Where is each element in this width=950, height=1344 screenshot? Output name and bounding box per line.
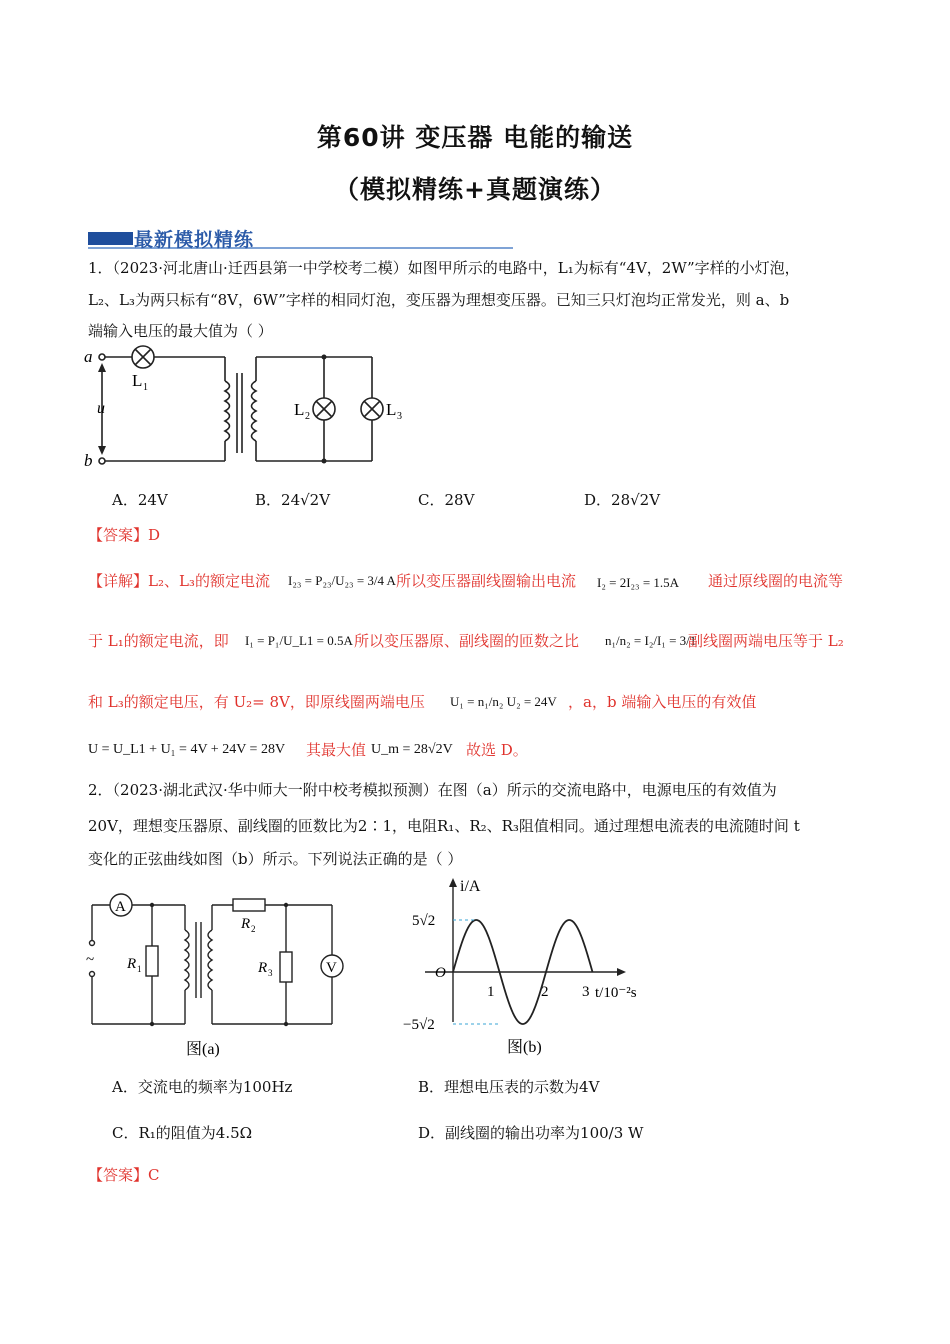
q1-detail-4a: 其最大值 — [306, 741, 367, 759]
q1-eq-i1: I₁ = P₁/U_L1 = 0.5A — [245, 633, 353, 648]
q1-detail-3b: ，a，b 端输入电压的有效值 — [568, 693, 757, 711]
q1-eq-um: U_m = 28√2V — [371, 742, 453, 757]
q2-answer: 【答案】C — [88, 1166, 160, 1184]
q1-eq-i23: I₂₃ = P₂₃/U₂₃ = 3/4 A — [288, 573, 396, 588]
q1-eq-u1: U₁ = n₁/n₂ U₂ = 24V — [450, 694, 557, 709]
resistor-r3-subscript: 3 — [268, 968, 273, 978]
graph-x-axis-label: t/10⁻²s — [595, 985, 637, 1001]
terminal-b-label: b — [84, 451, 93, 470]
page-title: 第60讲 变压器 电能的输送 — [316, 123, 634, 152]
page-subtitle: （模拟精练+真题演练） — [334, 175, 616, 204]
q1-eq-u-total: U = U_L1 + U₁ = 4V + 24V = 28V — [88, 742, 286, 757]
q1-detail-1a: 【详解】L₂、L₃的额定电流 — [88, 572, 270, 590]
q1-detail-3a: 和 L₃的额定电压，有 U₂= 8V，即原线圈两端电压 — [88, 693, 425, 711]
q2-option-d[interactable]: D．副线圈的输出功率为100/3 W — [418, 1124, 644, 1142]
section-banner-bar — [88, 232, 133, 245]
graph-tick-1: 1 — [487, 984, 495, 1000]
q1-option-b[interactable]: B．24√2V — [255, 491, 331, 509]
graph-y-min-label: −5√2 — [403, 1017, 435, 1033]
graph-y-max-label: 5√2 — [412, 913, 436, 929]
q1-option-c[interactable]: C．28V — [418, 491, 475, 509]
q1-stem-line3: 端输入电压的最大值为（ ） — [88, 322, 273, 340]
graph-y-axis-label: i/A — [460, 878, 481, 895]
resistor-r1-label: R — [127, 956, 137, 972]
lamp-l3-subscript: 3 — [397, 411, 402, 422]
voltage-u-label: u — [97, 400, 105, 417]
q1-detail-1c: 通过原线圈的电流等 — [708, 572, 844, 590]
lamp-l1-subscript: 1 — [143, 382, 148, 393]
graph-tick-2: 2 — [541, 984, 549, 1000]
graph-tick-3: 3 — [582, 984, 590, 1000]
ac-source-symbol: ~ — [86, 952, 95, 968]
lamp-l2-label: L — [294, 400, 305, 419]
q1-detail-2b: 所以变压器原、副线圈的匝数之比 — [354, 632, 580, 650]
resistor-r3-label: R — [258, 960, 268, 976]
q2-option-a[interactable]: A．交流电的频率为100Hz — [112, 1078, 293, 1096]
q2-stem-line3: 变化的正弦曲线如图（b）所示。下列说法正确的是（ ） — [88, 850, 463, 868]
q2-stem-line2: 20V，理想变压器原、副线圈的匝数比为2∶1，电阻R₁、R₂、R₃阻值相同。通过理想电流表的电流随时间 t — [88, 817, 800, 835]
lamp-l2-subscript: 2 — [305, 411, 310, 422]
q1-detail-2c: 副线圈两端电压等于 L₂ — [688, 632, 844, 650]
resistor-r2-subscript: 2 — [251, 924, 256, 934]
graph-origin-label: O — [435, 965, 446, 981]
q1-answer: 【答案】D — [88, 526, 161, 544]
q1-eq-ratio: n₁/n₂ = I₂/I₁ = 3/1 — [605, 633, 697, 648]
q1-circuit-diagram — [80, 345, 420, 470]
figure-b-caption: 图(b) — [507, 1039, 542, 1056]
q2-stem-line1: 2．（2023·湖北武汉·华中师大一附中校考模拟预测）在图（a）所示的交流电路中，电源电压的有效值为 — [88, 781, 777, 799]
terminal-a-label: a — [84, 347, 93, 366]
q1-stem-line1: 1．（2023·河北唐山·迁西县第一中学校考二模）如图甲所示的电路中，L₁为标有“4V，2W”字样的小灯泡， — [88, 259, 800, 277]
q1-detail-4b: 故选 D。 — [466, 741, 528, 759]
figure-a-caption: 图(a) — [186, 1041, 220, 1058]
voltmeter-label: V — [326, 960, 337, 976]
lamp-l1-label: L — [132, 371, 143, 390]
q1-stem-line2: L₂、L₃为两只标有“8V，6W”字样的相同灯泡，变压器为理想变压器。已知三只灯泡均正常发光，则 a、b — [88, 291, 790, 309]
q1-detail-1b: 所以变压器副线圈输出电流 — [396, 572, 577, 590]
lamp-l3-label: L — [386, 400, 397, 419]
q2-option-b[interactable]: B．理想电压表的示数为4V — [418, 1078, 600, 1096]
q2-current-graph-b — [395, 872, 665, 1062]
resistor-r1-subscript: 1 — [137, 964, 142, 974]
q2-option-c[interactable]: C．R₁的阻值为4.5Ω — [112, 1124, 253, 1142]
resistor-r2-label: R — [241, 916, 251, 932]
ammeter-label: A — [115, 899, 126, 915]
q1-eq-i2: I₂ = 2I₂₃ = 1.5A — [597, 575, 680, 590]
q2-circuit-diagram-a — [80, 888, 360, 1060]
q1-detail-2a: 于 L₁的额定电流，即 — [88, 632, 229, 650]
q1-option-a[interactable]: A．24V — [112, 491, 168, 509]
q1-option-d[interactable]: D．28√2V — [584, 491, 661, 509]
section-title: 最新模拟精练 — [134, 229, 255, 251]
